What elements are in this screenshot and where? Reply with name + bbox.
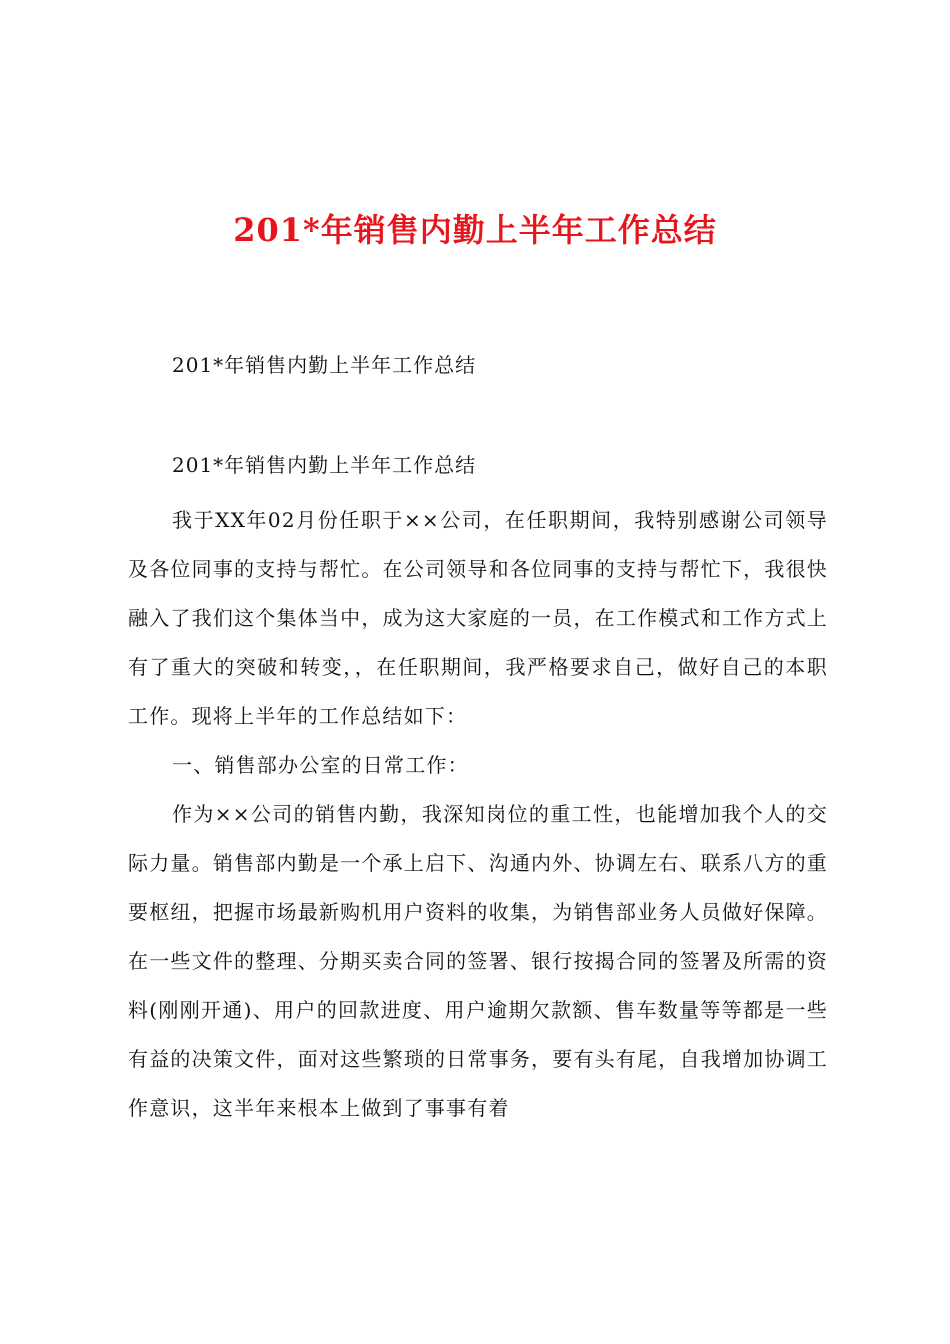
- paragraph-section-heading: 一、销售部办公室的日常工作：: [172, 753, 469, 777]
- subheading-2: 201*年销售内勤上半年工作总结: [172, 453, 477, 477]
- document-body: [128, 496, 828, 1133]
- paragraph-intro: 我于XX年02月份任职于××公司，在任职期间，我特别感谢公司领导及各位同事的支持与帮忙。在公司领导和各位同事的支持与帮忙下，我很快融入了我们这个集体当中，成为这大家庭的一员，在工作模式和工作方式上有了重大的突破和转变，，在任职期间，我严格要求自己，做好自己的本职工作。现将上半年的工作总结如下：: [128, 508, 828, 728]
- paragraph-sales-duties: 作为××公司的销售内勤，我深知岗位的重工性，也能增加我个人的交际力量。销售部内勤是一个承上启下、沟通内外、协调左右、联系八方的重要枢纽，把握市场最新购机用户资料的收集，为销售部业务人员做好保障。在一些文件的整理、分期买卖合同的签署、银行按揭合同的签署及所需的资料(刚刚开通)、用户的回款进度、用户逾期欠款额、售车数量等等都是一些有益的决策文件，面对这些繁琐的日常事务，要有头有尾，自我增加协调工作意识，这半年来根本上做到了事事有着: [128, 802, 828, 1120]
- document-title: 201*年销售内勤上半年工作总结: [233, 211, 717, 249]
- subheading-1: 201*年销售内勤上半年工作总结: [172, 353, 477, 377]
